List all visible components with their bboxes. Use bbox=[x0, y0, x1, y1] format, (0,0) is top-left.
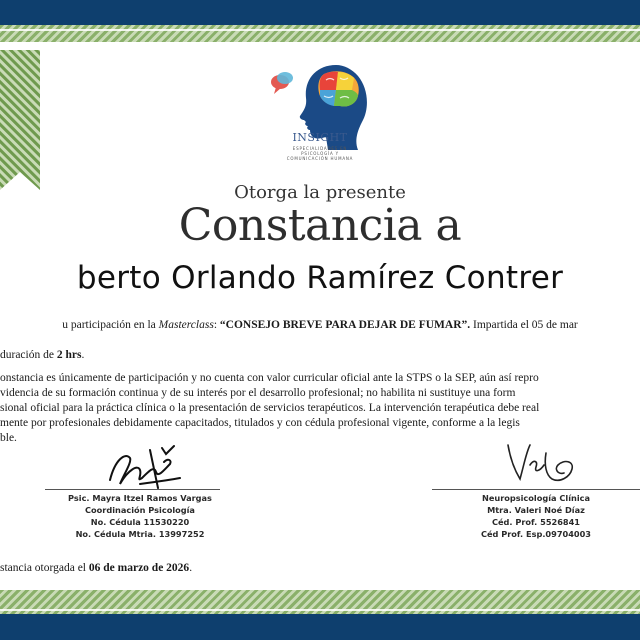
left-signer-license-master: No. Cédula Mtria. 13997252 bbox=[75, 529, 205, 539]
top-divider-line bbox=[0, 29, 640, 31]
right-signer-license: Céd. Prof. 5526841 bbox=[492, 517, 580, 527]
left-signature-line bbox=[45, 489, 220, 490]
right-signer-name: Mtra. Valeri Noé Díaz bbox=[487, 505, 585, 515]
duration-paragraph: duración de 2 hrs. bbox=[0, 349, 85, 361]
logo-name: INSIGHT bbox=[292, 131, 348, 144]
right-signature bbox=[500, 435, 580, 495]
recipient-name: berto Orlando Ramírez Contrer bbox=[76, 260, 564, 296]
participation-paragraph: u participación en la Masterclass: “CONSEJO BREVE PARA DEJAR DE FUMAR”. Impartida el 05 de mar bbox=[62, 319, 578, 331]
left-signer-block bbox=[40, 492, 240, 540]
top-navy-band bbox=[0, 0, 640, 25]
right-signature-line bbox=[432, 489, 640, 490]
bottom-divider-line bbox=[0, 609, 640, 611]
certificate-body bbox=[0, 318, 640, 446]
right-signer-license-specialty: Céd Prof. Esp.09704003 bbox=[480, 529, 592, 539]
disclaimer-paragraph: onstancia es únicamente de participación y no cuenta con valor curricular oficial ante la STPS o la SEP, aún así repro videncia de su formación continua y de su interés por el desarrollo profesional; no habilita ni sustituye una form sional oficial para la práctica clínica o la presentación de servicios terapéuticos. La intervención terapéutica debe real mente por profesionales debidamente capacitados, titulados y con cédula profesional vigente, conforme a la legis ble. bbox=[0, 372, 540, 444]
certificate-title: Constancia a bbox=[178, 200, 462, 251]
left-signer-name: Psic. Mayra Itzel Ramos Vargas bbox=[68, 493, 212, 503]
right-signer-role: Neuropsicología Clínica bbox=[481, 493, 591, 503]
left-signer-role: Coordinación Psicología bbox=[85, 505, 195, 515]
bottom-navy-band bbox=[0, 614, 640, 640]
left-signature bbox=[80, 440, 220, 495]
logo-subtitle: ESPECIALIDADES EN PSICOLOGÍA Y COMUNICACIÓN HUMANA bbox=[286, 146, 354, 161]
right-signer-block bbox=[436, 492, 636, 540]
corner-ribbon bbox=[0, 50, 40, 190]
issue-date-line: stancia otorgada el 06 de marzo de 2026. bbox=[0, 562, 193, 574]
left-signer-license: No. Cédula 11530220 bbox=[90, 517, 190, 527]
intro-text: Otorga la presente bbox=[234, 182, 406, 203]
top-green-stripe bbox=[0, 25, 640, 42]
